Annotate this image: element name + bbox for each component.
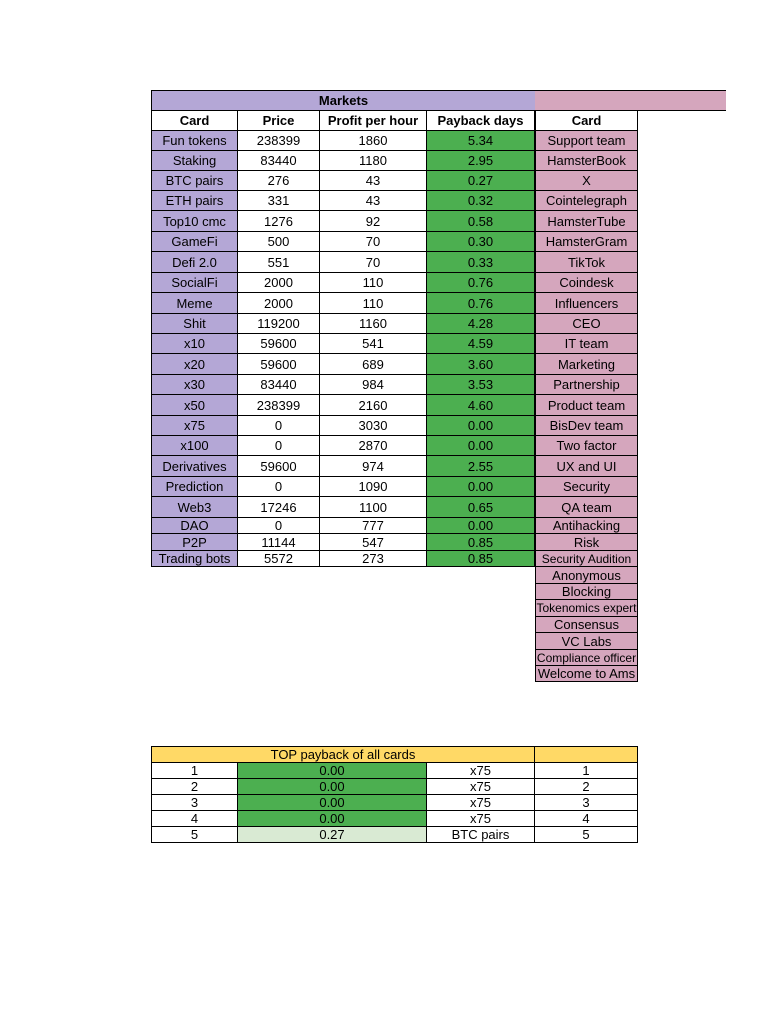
market-profit: 984 (320, 375, 427, 395)
card-item: HamsterTube (535, 211, 638, 232)
market-card-name: Shit (151, 314, 238, 334)
card-item: Partnership (535, 375, 638, 395)
market-profit: 974 (320, 456, 427, 477)
market-card-name: x100 (151, 436, 238, 456)
market-price: 0 (238, 518, 320, 534)
market-profit: 43 (320, 171, 427, 191)
market-price: 1276 (238, 211, 320, 232)
market-card-name: ETH pairs (151, 191, 238, 211)
top-payback-value: 0.00 (238, 763, 427, 779)
market-card-name: x75 (151, 416, 238, 436)
card-item: UX and UI (535, 456, 638, 477)
market-card-name: x20 (151, 354, 238, 375)
market-card-name: Staking (151, 151, 238, 171)
top-payback-title-extra (535, 746, 638, 763)
market-price: 551 (238, 252, 320, 273)
market-payback: 0.30 (427, 232, 535, 252)
column-header-2: Profit per hour (320, 111, 427, 131)
top-rank-2: 1 (535, 763, 638, 779)
card-item: Product team (535, 395, 638, 416)
card-item: Two factor (535, 436, 638, 456)
market-profit: 110 (320, 293, 427, 314)
market-price: 11144 (238, 534, 320, 551)
card-item: Coindesk (535, 273, 638, 293)
card-item: Antihacking (535, 518, 638, 534)
market-payback: 0.76 (427, 273, 535, 293)
market-price: 59600 (238, 334, 320, 354)
market-card-name: x10 (151, 334, 238, 354)
market-profit: 1090 (320, 477, 427, 497)
top-card-name: x75 (427, 763, 535, 779)
top-rank-2: 4 (535, 811, 638, 827)
top-rank-2: 5 (535, 827, 638, 843)
market-card-name: x50 (151, 395, 238, 416)
market-profit: 1860 (320, 131, 427, 151)
market-payback: 0.00 (427, 518, 535, 534)
card-item: TikTok (535, 252, 638, 273)
market-price: 0 (238, 477, 320, 497)
market-price: 500 (238, 232, 320, 252)
market-card-name: DAO (151, 518, 238, 534)
market-price: 119200 (238, 314, 320, 334)
top-rank: 4 (151, 811, 238, 827)
card-item: BisDev team (535, 416, 638, 436)
top-payback-value: 0.00 (238, 779, 427, 795)
market-payback: 0.58 (427, 211, 535, 232)
card-item: Compliance officer (536, 650, 637, 665)
market-price: 2000 (238, 273, 320, 293)
card-item: Influencers (535, 293, 638, 314)
column-header-1: Price (238, 111, 320, 131)
market-profit: 689 (320, 354, 427, 375)
market-card-name: Fun tokens (151, 131, 238, 151)
market-price: 238399 (238, 131, 320, 151)
market-price: 5572 (238, 551, 320, 567)
cards-column-header: Card (535, 111, 638, 131)
top-rank: 1 (151, 763, 238, 779)
card-item: Support team (535, 131, 638, 151)
top-rank-2: 3 (535, 795, 638, 811)
market-card-name: Web3 (151, 497, 238, 518)
card-item: Blocking (535, 584, 638, 600)
market-price: 0 (238, 416, 320, 436)
card-item: Welcome to Ams (535, 666, 638, 682)
markets-title: Markets (151, 90, 536, 111)
market-payback: 0.00 (427, 416, 535, 436)
market-profit: 70 (320, 232, 427, 252)
market-payback: 2.95 (427, 151, 535, 171)
market-price: 238399 (238, 395, 320, 416)
top-card-name: x75 (427, 811, 535, 827)
cards-top-bar (535, 90, 726, 111)
card-item: Anonymous (535, 567, 638, 584)
market-payback: 3.53 (427, 375, 535, 395)
market-card-name: x30 (151, 375, 238, 395)
top-payback-title: TOP payback of all cards (151, 746, 535, 763)
market-payback: 3.60 (427, 354, 535, 375)
market-profit: 273 (320, 551, 427, 567)
market-payback: 0.33 (427, 252, 535, 273)
market-payback: 0.85 (427, 551, 535, 567)
column-header-3: Payback days (427, 111, 535, 131)
market-profit: 1180 (320, 151, 427, 171)
market-card-name: SocialFi (151, 273, 238, 293)
card-item: HamsterGram (535, 232, 638, 252)
top-rank-2: 2 (535, 779, 638, 795)
top-payback-value: 0.00 (238, 811, 427, 827)
card-item: Cointelegraph (535, 191, 638, 211)
market-payback: 0.85 (427, 534, 535, 551)
column-header-0: Card (151, 111, 238, 131)
card-item: X (535, 171, 638, 191)
market-price: 0 (238, 436, 320, 456)
market-payback: 0.00 (427, 436, 535, 456)
market-payback: 2.55 (427, 456, 535, 477)
top-payback-value: 0.27 (238, 827, 427, 843)
market-card-name: BTC pairs (151, 171, 238, 191)
market-card-name: GameFi (151, 232, 238, 252)
market-payback: 4.59 (427, 334, 535, 354)
market-profit: 777 (320, 518, 427, 534)
market-profit: 2870 (320, 436, 427, 456)
card-item: IT team (535, 334, 638, 354)
market-profit: 43 (320, 191, 427, 211)
card-item: Security Audition (535, 551, 638, 567)
market-card-name: Derivatives (151, 456, 238, 477)
market-profit: 92 (320, 211, 427, 232)
market-profit: 1100 (320, 497, 427, 518)
market-card-name: Trading bots (151, 551, 238, 567)
top-card-name: x75 (427, 779, 535, 795)
market-payback: 0.00 (427, 477, 535, 497)
market-profit: 110 (320, 273, 427, 293)
top-card-name: x75 (427, 795, 535, 811)
market-card-name: Meme (151, 293, 238, 314)
card-item: QA team (535, 497, 638, 518)
market-profit: 2160 (320, 395, 427, 416)
market-payback: 0.76 (427, 293, 535, 314)
card-item: Consensus (535, 617, 638, 633)
market-price: 83440 (238, 151, 320, 171)
market-payback: 5.34 (427, 131, 535, 151)
card-item: Security (535, 477, 638, 497)
market-payback: 0.27 (427, 171, 535, 191)
card-item: VC Labs (535, 633, 638, 650)
card-item: Marketing (535, 354, 638, 375)
top-rank: 5 (151, 827, 238, 843)
market-card-name: Prediction (151, 477, 238, 497)
market-card-name: Defi 2.0 (151, 252, 238, 273)
market-profit: 541 (320, 334, 427, 354)
market-payback: 0.32 (427, 191, 535, 211)
top-card-name: BTC pairs (427, 827, 535, 843)
top-payback-value: 0.00 (238, 795, 427, 811)
market-payback: 4.28 (427, 314, 535, 334)
market-payback: 0.65 (427, 497, 535, 518)
market-card-name: P2P (151, 534, 238, 551)
market-payback: 4.60 (427, 395, 535, 416)
card-item: CEO (535, 314, 638, 334)
card-item: HamsterBook (535, 151, 638, 171)
card-item: Risk (535, 534, 638, 551)
market-card-name: Top10 cmc (151, 211, 238, 232)
market-profit: 547 (320, 534, 427, 551)
top-rank: 2 (151, 779, 238, 795)
card-item: Tokenomics expert (536, 601, 637, 615)
market-price: 331 (238, 191, 320, 211)
market-price: 83440 (238, 375, 320, 395)
market-price: 2000 (238, 293, 320, 314)
market-price: 59600 (238, 354, 320, 375)
market-price: 17246 (238, 497, 320, 518)
top-rank: 3 (151, 795, 238, 811)
market-price: 59600 (238, 456, 320, 477)
market-profit: 70 (320, 252, 427, 273)
market-price: 276 (238, 171, 320, 191)
market-profit: 1160 (320, 314, 427, 334)
market-profit: 3030 (320, 416, 427, 436)
